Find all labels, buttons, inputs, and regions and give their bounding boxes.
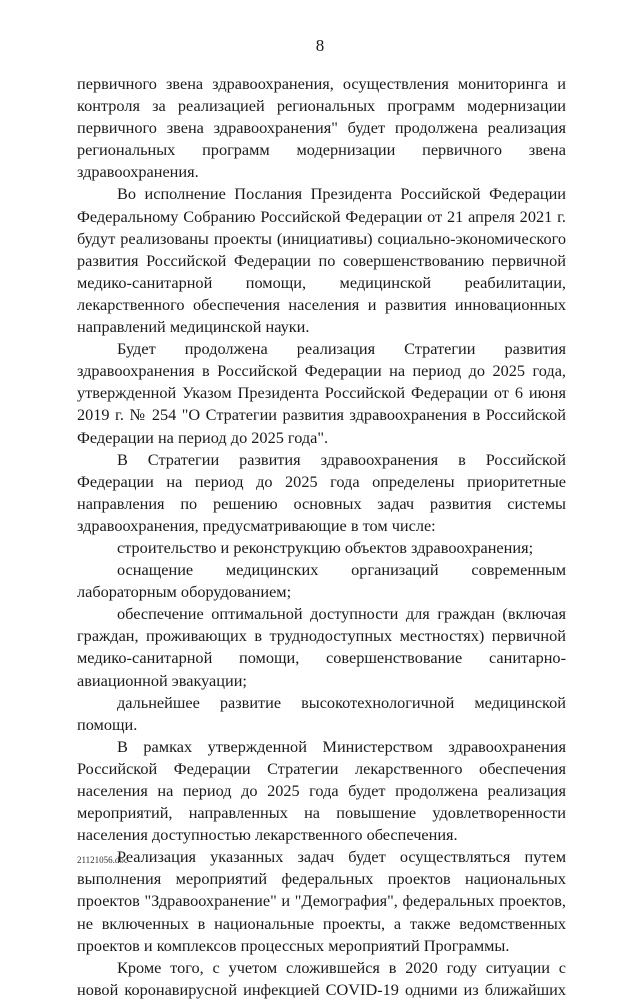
document-body	[77, 73, 566, 1001]
footer-filename: 21121056.doc	[77, 855, 128, 865]
paragraph-3: Будет продолжена реализация Стратегии развития здравоохранения в Российской Федерации на период до 2025 года, утвержденной Указом Президента Российской Федерации от 6 июня 2019 г. № 254 "О Стратегии развития здравоохранения в Российской Федерации на период до 2025 года".	[77, 339, 566, 447]
paragraph-4: В Стратегии развития здравоохранения в Российской Федерации на период до 2025 года определены приоритетные направления по решению основных задач развития системы здравоохранения, предусматривающие в том числе:	[77, 449, 566, 535]
page-number: 8	[315, 36, 325, 55]
list-item-high-tech-care: дальнейшее развитие высокотехнологичной медицинской помощи.	[77, 692, 566, 734]
paragraph-covid: Кроме того, с учетом сложившейся в 2020 году ситуации с новой коронавирусной инфекцией COVID-19 одними из ближайших	[77, 957, 566, 999]
paragraph-drug-strategy: В рамках утвержденной Министерством здравоохранения Российской Федерации Стратегии лекарственного обеспечения населения на период до 2025 года будет продолжена реализация мероприятий, направленных на повышение удовлетворенности населения доступностью лекарственного обеспечения.	[77, 736, 566, 845]
list-item-construction: строительство и реконструкцию объектов здравоохранения;	[117, 537, 534, 557]
list-item-accessibility: обеспечение оптимальной доступности для граждан (включая граждан, проживающих в труднодоступных местностях) первичной медико-санитарной помощи, совершенствование санитарно-авиационной эвакуации;	[77, 604, 566, 690]
list-item-equipment: оснащение медицинских организаций современным лабораторным оборудованием;	[77, 560, 566, 602]
paragraph-2: Во исполнение Послания Президента Российской Федерации Федеральному Собранию Российской Федерации от 21 апреля 2021 г. будут реализованы проекты (инициативы) социально-экономического развития Российской Федерации по совершенствованию первичной медико-санитарной помощи, медицинской реабилитации, лекарственного обеспечения населения и развития инновационных направлений медицинской науки.	[77, 184, 566, 337]
paragraph-implementation: Реализация указанных задач будет осуществляться путем выполнения мероприятий федеральных проектов национальных проектов "Здравоохранение" и "Демография", федеральных проектов, не включенных в национальные проекты, а также ведомственных проектов и комплексов процессных мероприятий Программы.	[77, 847, 566, 955]
paragraph-1: первичного звена здравоохранения, осуществления мониторинга и контроля за реализацией региональных программ модернизации первичного звена здравоохранения" будет продолжена реализация региональных программ модернизации первичного звена здравоохранения.	[77, 74, 566, 182]
